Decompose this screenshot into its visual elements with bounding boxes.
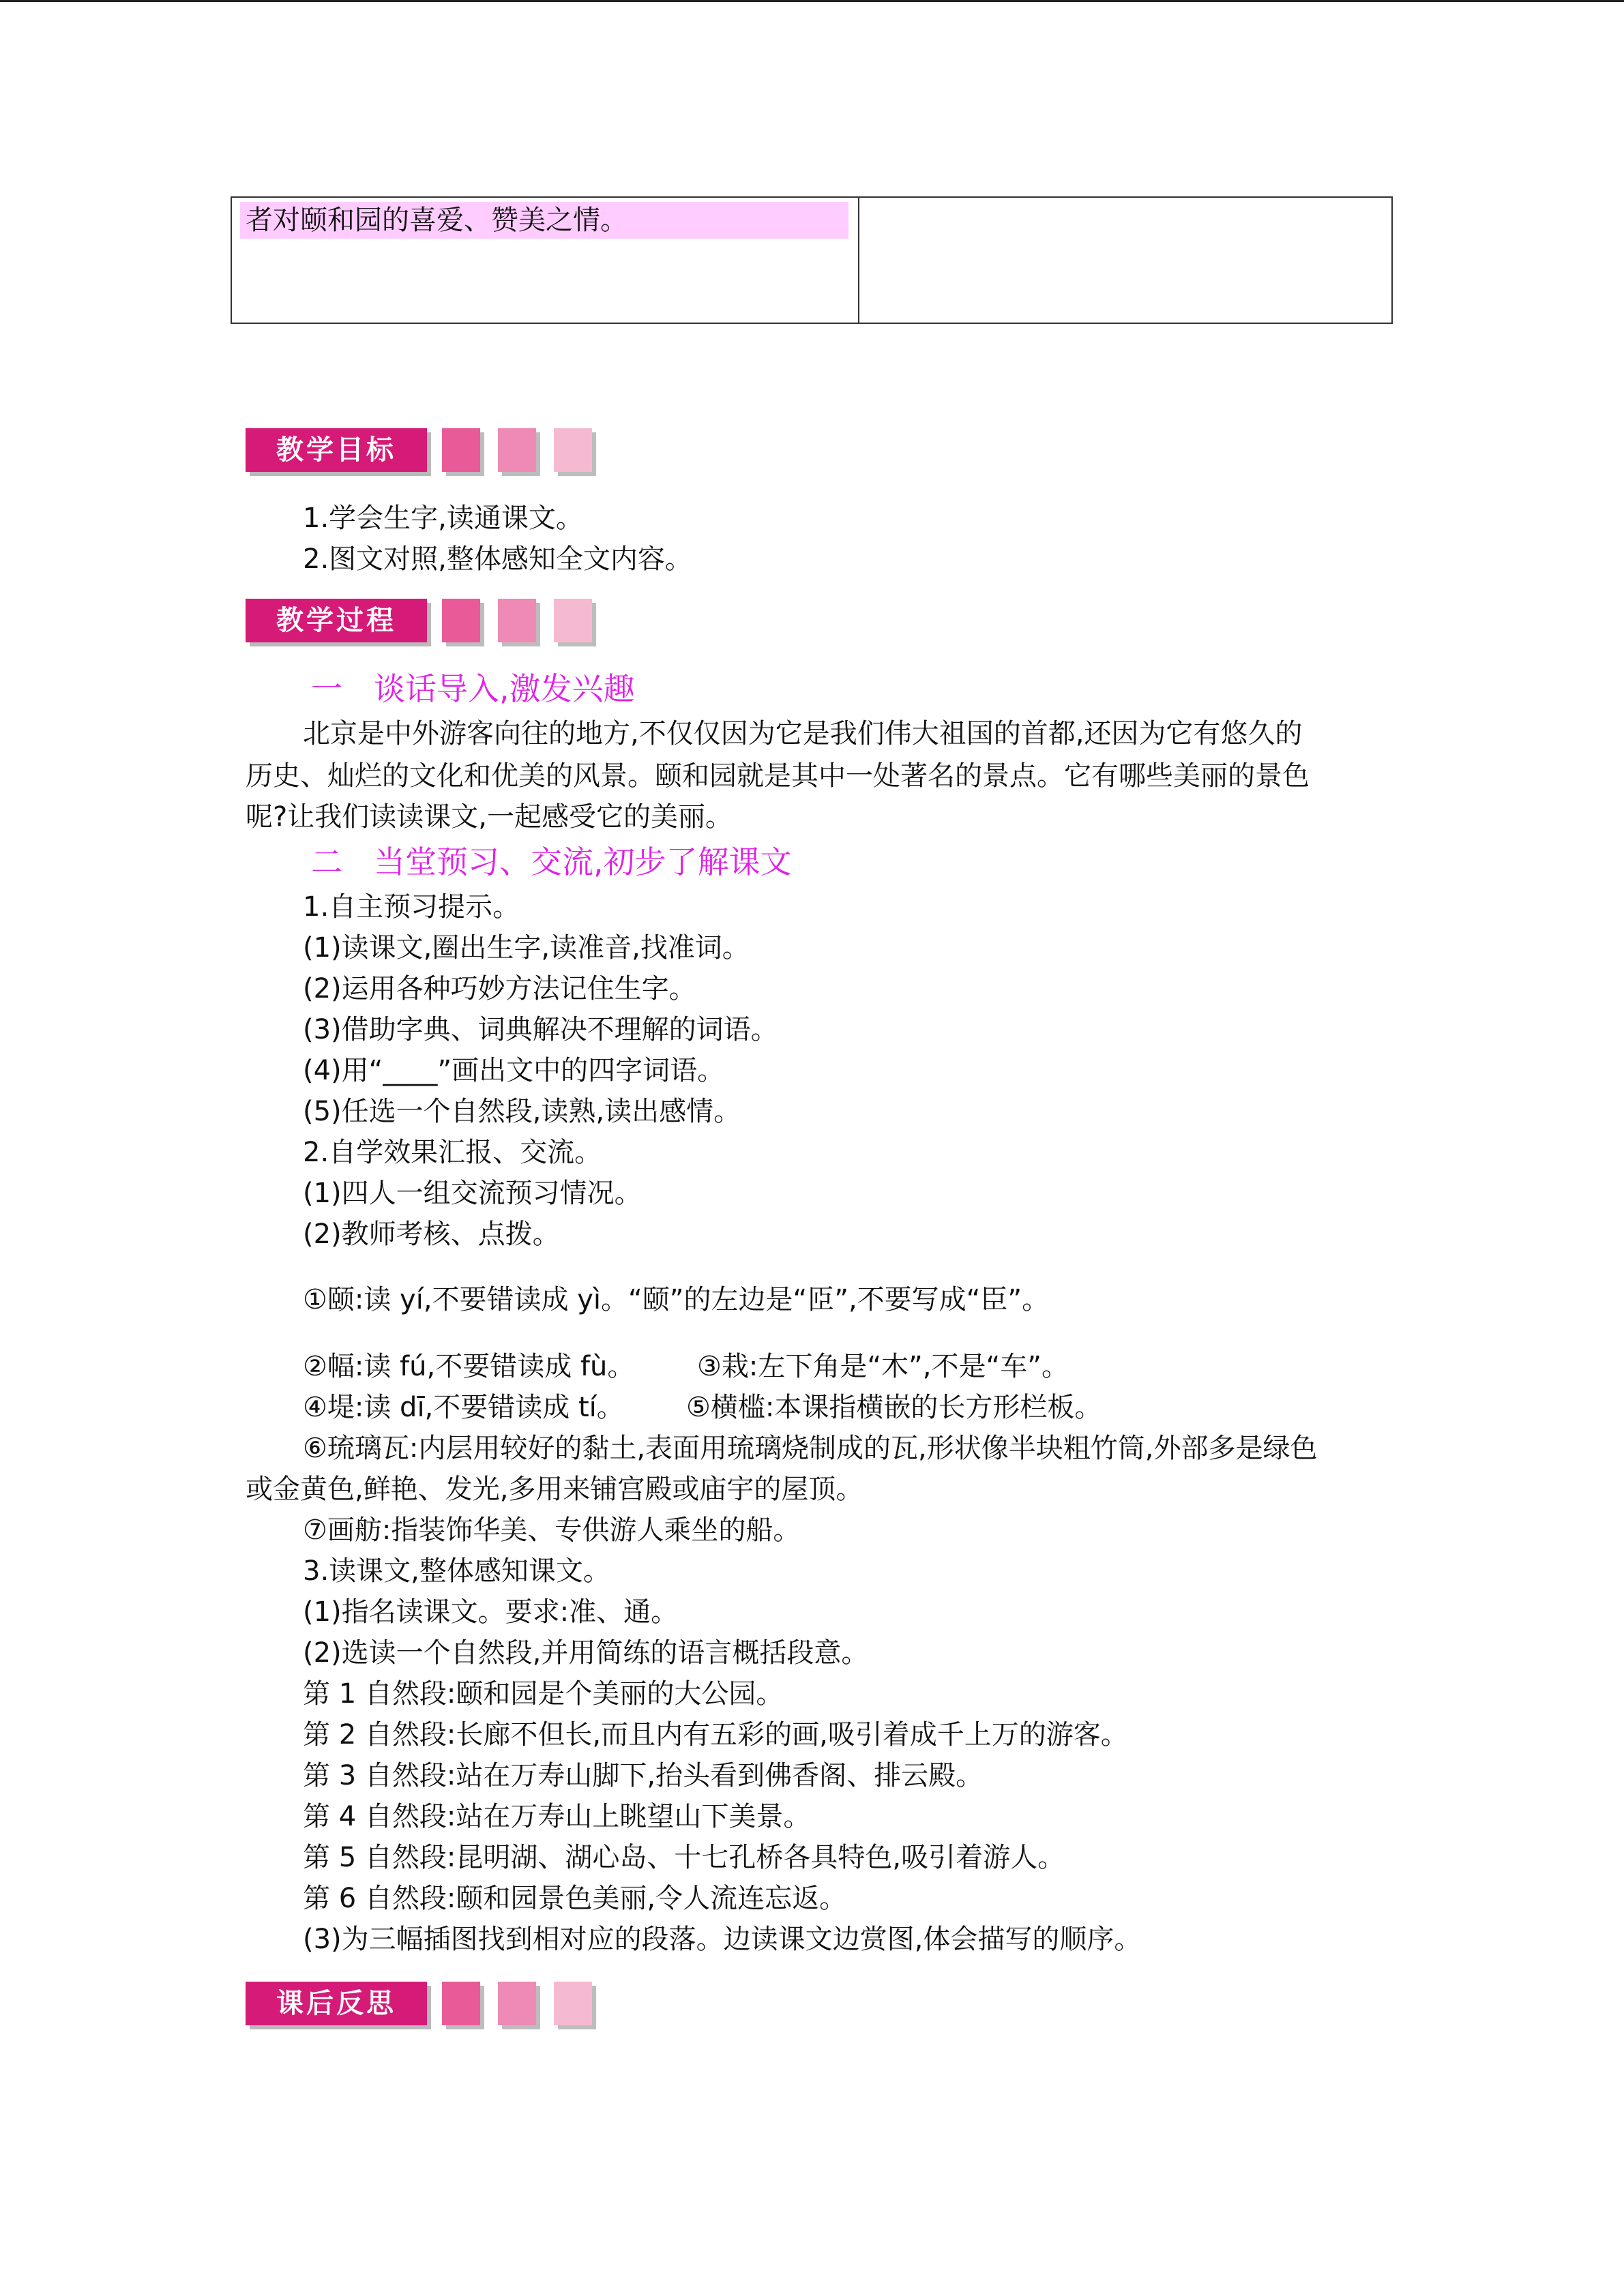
decor-square [442,428,480,472]
list-item: (2)选读一个自然段,并用简练的语言概括段意。 [303,1637,869,1669]
paragraph-line: 呢?让我们读读课文,一起感受它的美丽。 [246,801,733,833]
paragraph-line: 历史、灿烂的文化和优美的风景。颐和园就是其中一处著名的景点。它有哪些美丽的景色 [246,760,1310,792]
list-item: 第 1 自然段:颐和园是个美丽的大公园。 [303,1678,784,1710]
decor-square [498,599,536,642]
list-item: 1.自主预习提示。 [303,891,520,923]
note-line: ⑦画舫:指装饰华美、专供游人乘坐的船。 [303,1515,801,1546]
list-item: 第 3 自然段:站在万寿山脚下,抬头看到佛香阁、排云殿。 [303,1760,984,1791]
list-item: (3)借助字典、词典解决不理解的词语。 [303,1014,778,1045]
decor-square [442,1982,480,2025]
subheading-part2: 二 当堂预习、交流,初步了解课文 [311,844,792,880]
decor-square [498,428,536,472]
list-item: 第 2 自然段:长廊不但长,而且内有五彩的画,吸引着成千上万的游客。 [303,1719,1128,1750]
list-item: 3.读课文,整体感知课文。 [303,1555,610,1587]
decor-square [498,1982,536,2025]
list-item: 第 6 自然段:颐和园景色美丽,令人流连忘返。 [303,1883,847,1914]
section-label: 教学目标 [246,428,427,472]
section-header-process [246,599,600,651]
list-item: (5)任选一个自然段,读熟,读出感情。 [303,1096,741,1127]
list-item: (2)运用各种巧妙方法记住生字。 [303,973,696,1004]
subheading-part1: 一 谈话导入,激发兴趣 [311,670,635,707]
paragraph-line: 北京是中外游客向往的地方,不仅仅因为它是我们伟大祖国的首都,还因为它有悠久的 [303,718,1303,749]
list-item: (2)教师考核、点拨。 [303,1219,560,1250]
section-header-reflection [246,1982,600,2033]
note-pair [0,1347,1624,1386]
page-top-border [0,0,1624,2]
note-pair [0,1388,1624,1427]
goal-item: 1.学会生字,读通课文。 [303,503,583,534]
note-line: ①颐:读 yí,不要错读成 yì。“颐”的左边是“𦣝”,不要写成“臣”。 [303,1284,1050,1315]
note-line: ⑥琉璃瓦:内层用较好的黏土,表面用琉璃烧制成的瓦,形状像半块粗竹筒,外部多是绿色 [303,1433,1318,1464]
note-left: ④堤:读 dī,不要错读成 tí。 [303,1392,624,1423]
list-item: (3)为三幅插图找到相对应的段落。边读课文边赏图,体会描写的顺序。 [303,1924,1142,1955]
goal-item: 2.图文对照,整体感知全文内容。 [303,543,692,575]
decor-square [554,1982,592,2025]
decor-square [554,428,592,472]
summary-table-right-cell [859,198,1391,323]
note-left: ②幅:读 fú,不要错读成 fù。 [303,1351,635,1382]
section-header-goals [246,428,600,480]
highlighted-text: 者对颐和园的喜爱、赞美之情。 [240,202,848,239]
section-label: 课后反思 [246,1982,427,2025]
list-item: 2.自学效果汇报、交流。 [303,1137,602,1168]
note-line: 或金黄色,鲜艳、发光,多用来铺宫殿或庙宇的屋顶。 [246,1474,863,1505]
note-right: ③栽:左下角是“木”,不是“车”。 [697,1351,1069,1382]
decor-square [442,599,480,642]
list-item: 第 5 自然段:昆明湖、湖心岛、十七孔桥各具特色,吸引着游人。 [303,1842,1065,1873]
decor-square [554,599,592,642]
list-item: (1)指名读课文。要求:准、通。 [303,1596,679,1628]
summary-table [231,196,1393,324]
summary-table-left-cell [232,198,859,323]
list-item: (1)四人一组交流预习情况。 [303,1178,642,1209]
list-item: 第 4 自然段:站在万寿山上眺望山下美景。 [303,1801,811,1832]
list-item: (4)用“____”画出文中的四字词语。 [303,1055,725,1086]
section-label: 教学过程 [246,599,427,642]
list-item: (1)读课文,圈出生字,读准音,找准词。 [303,932,750,964]
note-right: ⑤横槛:本课指横嵌的长方形栏板。 [686,1392,1102,1423]
